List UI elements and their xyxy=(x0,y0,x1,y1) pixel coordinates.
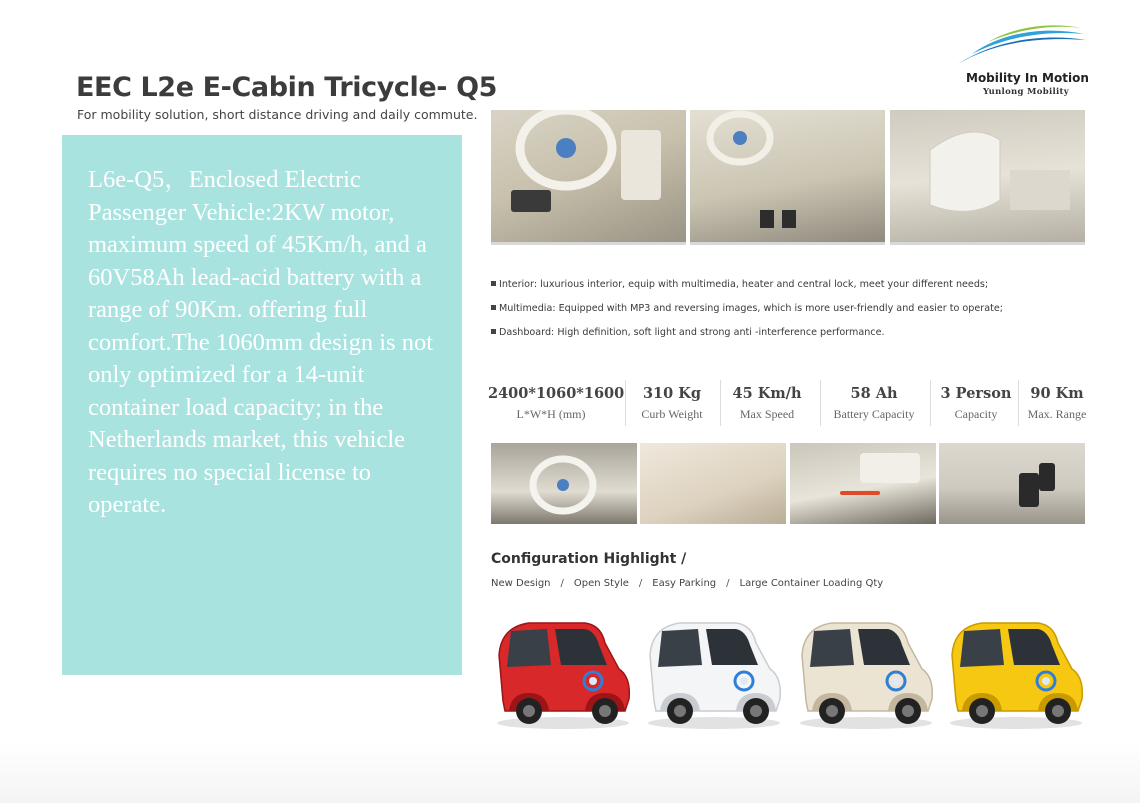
spec-divider xyxy=(720,380,721,426)
car-yellow xyxy=(942,615,1090,733)
feature-dashboard: Dashboard: High definition, soft light and strong anti -interference performance. xyxy=(491,327,885,338)
logo-name: Mobility In Motion xyxy=(966,71,1089,85)
description-text: L6e-Q5，Enclosed Electric Passenger Vehicle:2KW motor, maximum speed of 45Km/h, and a 60V58Ah lead-acid battery with a range of 90Km. offering full comfort.The 1060mm design is not only optimized for a 14-unit container load capacity; in the Netherlands market, this vehicle requires no special license to operate. xyxy=(88,166,433,518)
spec-divider xyxy=(625,380,626,426)
driver-seat-photo xyxy=(890,110,1085,245)
config-item-large-container: Large Container Loading Qty xyxy=(739,578,884,589)
spec-value: 3 Person xyxy=(940,385,1012,402)
spec-value: 90 Km xyxy=(1030,385,1084,402)
spec-label: Max. Range xyxy=(1027,407,1087,421)
seat-cushion-photo xyxy=(640,443,786,524)
configuration-highlights xyxy=(491,578,883,594)
feature-interior: Interior: luxurious interior, equip with multimedia, heater and central lock, meet your different needs; xyxy=(491,279,988,290)
config-separator: / xyxy=(560,578,564,589)
brand-logo xyxy=(958,24,1088,100)
door-panel-photo xyxy=(790,443,936,524)
spec-value: 2400*1060*1600 xyxy=(488,385,625,402)
config-item-open-style: Open Style xyxy=(573,578,629,589)
dashboard-steering-photo xyxy=(491,110,686,245)
spec-label: Max Speed xyxy=(739,407,795,421)
config-separator: / xyxy=(726,578,730,589)
configuration-heading: Configuration Highlight / xyxy=(491,551,687,567)
spec-divider xyxy=(930,380,931,426)
spec-battery xyxy=(828,384,920,423)
description-card xyxy=(62,135,462,675)
spec-max-speed xyxy=(726,384,808,423)
car-cream xyxy=(792,615,940,733)
spec-divider xyxy=(1018,380,1019,426)
road-swoosh-icon xyxy=(958,24,1088,70)
spec-label: L*W*H (mm) xyxy=(516,407,586,421)
feature-multimedia: Multimedia: Equipped with MP3 and reversing images, which is more user-friendly and easier to operate; xyxy=(491,303,1003,314)
logo-subtitle: Yunlong Mobility xyxy=(982,87,1070,97)
page-background-fade xyxy=(0,743,1140,803)
spec-label: Curb Weight xyxy=(641,407,703,421)
bullet-icon xyxy=(491,281,496,286)
car-white xyxy=(640,615,788,733)
cabin-pedals-photo xyxy=(690,110,885,245)
spec-label: Battery Capacity xyxy=(833,407,915,421)
steering-wheel-photo xyxy=(491,443,637,524)
spec-curb-weight xyxy=(632,384,712,423)
spec-dimensions xyxy=(488,384,625,423)
pedals-photo xyxy=(939,443,1085,524)
bullet-icon xyxy=(491,305,496,310)
car-red xyxy=(489,615,637,733)
config-item-easy-parking: Easy Parking xyxy=(652,578,717,589)
spec-max-range xyxy=(1024,384,1090,423)
spec-capacity xyxy=(936,384,1016,423)
bullet-icon xyxy=(491,329,496,334)
spec-label: Capacity xyxy=(954,407,998,421)
page-title: EEC L2e E-Cabin Tricycle- Q5 xyxy=(76,72,498,103)
spec-divider xyxy=(820,380,821,426)
config-separator: / xyxy=(638,578,643,589)
spec-value: 310 Kg xyxy=(642,385,702,402)
config-item-new-design: New Design xyxy=(491,578,551,589)
page-subtitle: For mobility solution, short distance driving and daily commute. xyxy=(77,107,478,122)
spec-value: 45 Km/h xyxy=(732,385,802,402)
spec-value: 58 Ah xyxy=(850,385,898,402)
